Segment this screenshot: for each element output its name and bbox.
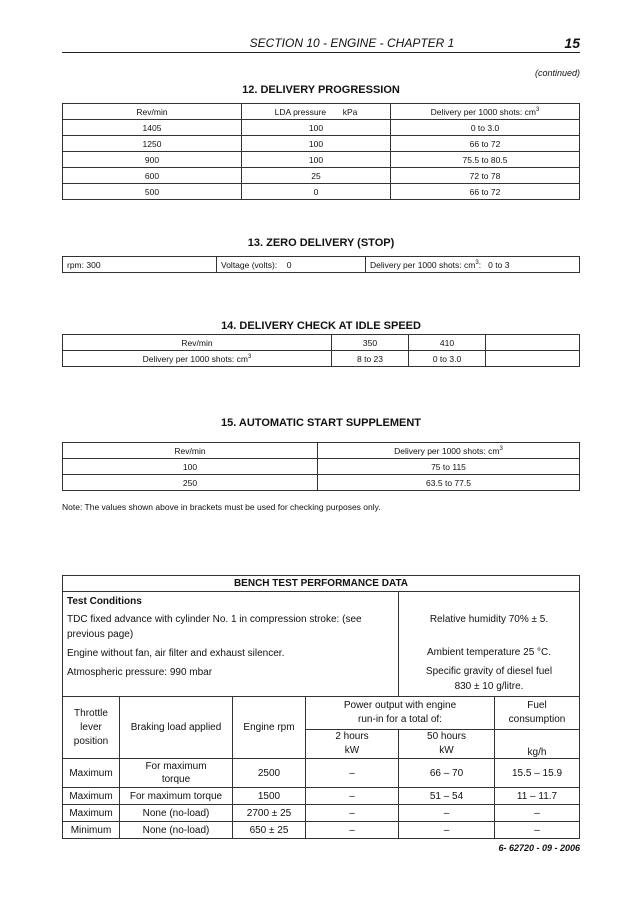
col-header: Fuel consumption — [495, 697, 580, 730]
condition: Specific gravity of diesel fuel 830 ± 10 g/litre. — [425, 666, 553, 692]
cell: – — [399, 805, 495, 822]
col-header: Rev/min — [63, 443, 318, 459]
table-row — [63, 335, 580, 351]
condition: Relative humidity 70% ± 5. — [429, 614, 549, 625]
cell: 500 — [63, 184, 242, 200]
value: 0 — [286, 259, 292, 270]
cell: Rev/min — [63, 335, 332, 351]
condition: Atmospheric pressure: 990 mbar — [67, 667, 213, 678]
cell: 350 — [332, 335, 409, 351]
cell: 2700 ± 25 — [233, 805, 306, 822]
unit: kW — [344, 745, 360, 756]
col-header — [391, 104, 580, 120]
cell: 63.5 to 77.5 — [318, 475, 580, 491]
cell: 8 to 23 — [332, 351, 409, 367]
cell: For maximum torque — [120, 759, 233, 788]
cell: 25 — [242, 168, 391, 184]
superscript: 3 — [248, 353, 252, 360]
superscript: 3 — [475, 259, 479, 266]
superscript: 3 — [499, 445, 503, 452]
label: Voltage (volts): — [221, 259, 278, 270]
col-header-text: Delivery per 1000 shots: cm — [394, 445, 500, 456]
cell: 66 – 70 — [399, 759, 495, 788]
delivery-progression-table — [62, 103, 580, 200]
footer-code: 6- 62720 - 09 - 2006 — [498, 843, 580, 853]
col-header-text: 50 hours — [427, 731, 466, 742]
table-row — [63, 475, 580, 491]
cell: 100 — [63, 459, 318, 475]
cell: 72 to 78 — [391, 168, 580, 184]
table-row — [63, 459, 580, 475]
cell: – — [495, 822, 580, 839]
cell: 900 — [63, 152, 242, 168]
col-header — [242, 104, 391, 120]
table-row — [63, 788, 580, 805]
condition: Ambient temperature 25 °C. — [426, 647, 552, 658]
cell: – — [306, 759, 399, 788]
cell: 51 – 54 — [399, 788, 495, 805]
bench-test-table — [62, 575, 580, 839]
cell: – — [306, 822, 399, 839]
cell: 650 ± 25 — [233, 822, 306, 839]
cell: – — [399, 822, 495, 839]
table-row — [63, 351, 580, 367]
cell: Maximum — [63, 788, 120, 805]
cell — [63, 351, 332, 367]
table-row — [63, 120, 580, 136]
cell: 75 to 115 — [318, 459, 580, 475]
cell: 250 — [63, 475, 318, 491]
cell: – — [306, 805, 399, 822]
col-header: Throttle lever position — [63, 697, 120, 759]
cell: 0 to 3.0 — [391, 120, 580, 136]
cell: – — [306, 788, 399, 805]
cell: – — [495, 805, 580, 822]
cell: 100 — [242, 120, 391, 136]
cell: 66 to 72 — [391, 136, 580, 152]
col-header — [306, 730, 399, 759]
table-row — [63, 576, 580, 592]
table-row — [63, 805, 580, 822]
col-header — [318, 443, 580, 459]
col-header: Engine rpm — [233, 697, 306, 759]
table-row — [63, 152, 580, 168]
table-row — [63, 184, 580, 200]
cell: 2500 — [233, 759, 306, 788]
ambient-conditions — [399, 592, 580, 697]
unit: kg/h — [495, 730, 580, 759]
cell: 0 — [242, 184, 391, 200]
cell: 0 to 3.0 — [409, 351, 486, 367]
superscript: 3 — [536, 106, 540, 113]
col-header-text: Delivery per 1000 shots: cm — [430, 106, 536, 117]
cell: Maximum — [63, 805, 120, 822]
test-conditions — [63, 592, 399, 697]
table-row — [63, 168, 580, 184]
idle-check-table — [62, 334, 580, 367]
bench-title: BENCH TEST PERFORMANCE DATA — [63, 576, 580, 592]
table-row — [63, 697, 580, 730]
col-header: Rev/min — [63, 104, 242, 120]
cell: 1250 — [63, 136, 242, 152]
continued-label: (continued) — [534, 68, 580, 78]
page-header — [62, 36, 580, 53]
start-supplement-table — [62, 442, 580, 491]
cell — [366, 257, 580, 273]
table-row — [63, 104, 580, 120]
unit: kW — [439, 745, 454, 756]
condition: Engine without fan, air filter and exhaust silencer. — [67, 648, 285, 659]
cell — [486, 335, 580, 351]
table-row — [63, 822, 580, 839]
table-row — [63, 592, 580, 697]
cell: 1405 — [63, 120, 242, 136]
s14-title: 14. DELIVERY CHECK AT IDLE SPEED — [221, 320, 421, 332]
cell: 66 to 72 — [391, 184, 580, 200]
cell: None (no-load) — [120, 822, 233, 839]
page-number: 15 — [564, 35, 580, 51]
cell — [486, 351, 580, 367]
s13-title: 13. ZERO DELIVERY (STOP) — [247, 237, 395, 249]
condition: TDC fixed advance with cylinder No. 1 in compression stroke: (see previous page) — [67, 614, 362, 640]
label-suffix: : — [478, 259, 482, 270]
label: Delivery per 1000 shots: cm — [370, 259, 476, 270]
col-header-text: LDA pressure — [274, 106, 327, 117]
cell — [217, 257, 366, 273]
cell: 1500 — [233, 788, 306, 805]
value: 0 to 3 — [488, 259, 510, 270]
cell: 100 — [242, 152, 391, 168]
test-conditions-heading: Test Conditions — [67, 596, 142, 607]
col-header — [399, 730, 495, 759]
zero-delivery-table — [62, 256, 580, 273]
label: Delivery per 1000 shots: cm — [142, 353, 248, 364]
cell: Maximum — [63, 759, 120, 788]
table-row — [63, 257, 580, 273]
col-header-unit: kPa — [342, 106, 358, 117]
cell: 100 — [242, 136, 391, 152]
cell: 11 – 11.7 — [495, 788, 580, 805]
cell: 15.5 – 15.9 — [495, 759, 580, 788]
table-row — [63, 443, 580, 459]
note: Note: The values shown above in brackets must be used for checking purposes only. — [62, 502, 381, 512]
cell: None (no-load) — [120, 805, 233, 822]
s15-title: 15. AUTOMATIC START SUPPLEMENT — [220, 417, 422, 429]
cell: rpm: 300 — [63, 257, 217, 273]
cell: 75.5 to 80.5 — [391, 152, 580, 168]
cell: Minimum — [63, 822, 120, 839]
col-header-text: 2 hours — [335, 731, 369, 742]
cell: 410 — [409, 335, 486, 351]
table-row — [63, 759, 580, 788]
cell: For maximum torque — [120, 788, 233, 805]
cell: 600 — [63, 168, 242, 184]
section-title: SECTION 10 - ENGINE - CHAPTER 1 — [249, 36, 455, 50]
table-row — [63, 136, 580, 152]
col-header: Power output with engine run-in for a total of: — [306, 697, 495, 730]
col-header: Braking load applied — [120, 697, 233, 759]
s12-title: 12. DELIVERY PROGRESSION — [242, 84, 400, 96]
